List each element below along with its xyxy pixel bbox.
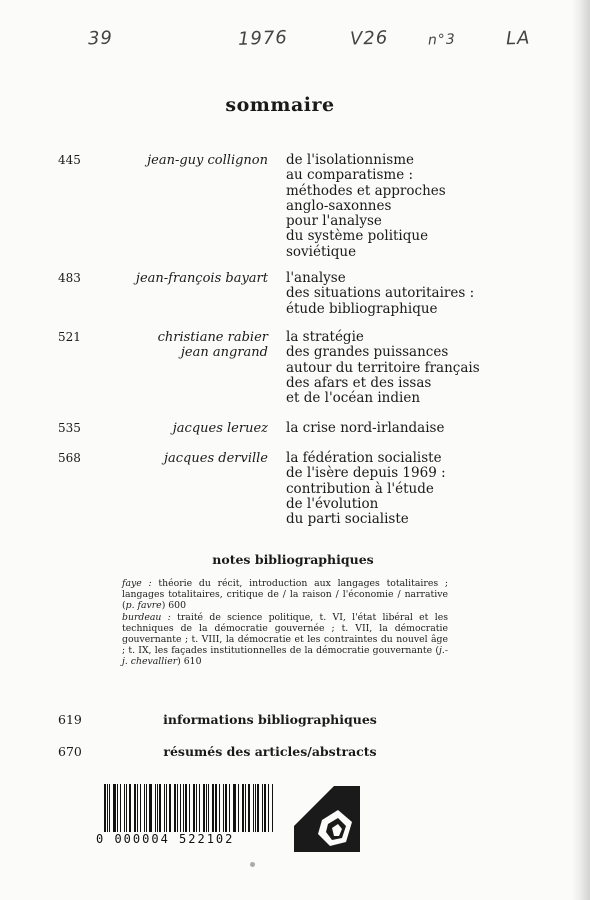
handwritten-volume: V26 xyxy=(349,27,389,50)
title-line: la crise nord-irlandaise xyxy=(286,420,445,436)
barcode-bar xyxy=(196,784,197,836)
barcode-bar xyxy=(248,784,250,836)
barcode-bar xyxy=(193,784,195,836)
note-text: théorie du récit, introduction aux langages totalitaires ; langages totalitaires, critique de / la raison / l'économie / narrative ( xyxy=(122,578,448,612)
title-line: du système politique xyxy=(286,228,429,245)
page-edge-shadow xyxy=(572,0,590,900)
barcode-bar xyxy=(129,784,131,836)
title-line: méthodes et approches xyxy=(286,182,446,199)
punch-mark xyxy=(250,862,255,867)
barcode-digits: 0 000004 522102 xyxy=(94,832,296,846)
barcode-bar xyxy=(199,784,200,836)
barcode-bar xyxy=(159,784,161,836)
title-line: la fédération socialiste xyxy=(286,450,442,466)
barcode-bar xyxy=(215,784,217,836)
barcode-bar xyxy=(137,784,138,836)
barcode-bar xyxy=(174,784,176,836)
page-number: 445 xyxy=(58,153,81,167)
title-line: pour l'analyse xyxy=(286,213,382,230)
barcode-bar xyxy=(238,784,239,836)
barcode-bar xyxy=(257,784,259,836)
article-title xyxy=(286,153,446,260)
title-line: l'analyse xyxy=(286,270,346,286)
title-line: et de l'océan indien xyxy=(286,390,421,407)
barcode-bar xyxy=(120,784,122,836)
note-text: traité de science politique, t. VI, l'état libéral et les techniques de la démocratie gouvernée ; t. VII, la démocratie gouvernante ; t. VIII, la démocratie et les contraintes du nouvel âge ; t. IX, les façades institutionnelles de la démocratie gouvernante ( xyxy=(122,611,448,657)
barcode-bar xyxy=(166,784,167,836)
barcode-bar xyxy=(155,784,156,836)
barcode-bar xyxy=(189,784,190,836)
barcode-bar xyxy=(264,784,266,836)
barcode-bar xyxy=(255,784,256,836)
author-name: jacques derville xyxy=(164,451,268,466)
title-line: contribution à l'étude xyxy=(286,480,434,497)
handwritten-issue-number: 39 xyxy=(87,27,114,50)
barcode-bar xyxy=(107,784,108,836)
barcode-bar xyxy=(272,784,273,836)
title-line: de l'évolution xyxy=(286,495,379,512)
title-line: anglo-saxonnes xyxy=(286,197,392,214)
article-title xyxy=(286,330,480,406)
barcode-bar xyxy=(185,784,187,836)
page-number: 521 xyxy=(58,330,81,344)
note-page: ) 610 xyxy=(177,656,202,668)
barcode-bar xyxy=(113,784,115,836)
barcode-bar xyxy=(117,784,118,836)
barcode-bars xyxy=(104,784,274,836)
note-page: ) 600 xyxy=(161,600,187,612)
barcode-bar xyxy=(233,784,234,836)
title-line: de l'isère depuis 1969 : xyxy=(286,465,446,482)
article-title xyxy=(286,451,446,527)
author-name: jean-françois bayart xyxy=(135,271,268,286)
barcode-bar xyxy=(208,784,209,836)
barcode-bar xyxy=(234,784,236,836)
barcode-bar xyxy=(212,784,214,836)
barcode-bar xyxy=(177,784,178,836)
title-line: des grandes puissances xyxy=(286,344,449,361)
barcode-bar xyxy=(144,784,146,836)
page-number: 483 xyxy=(58,271,81,285)
page-number: 670 xyxy=(58,744,82,759)
note-reviewer: p. favre xyxy=(125,600,162,612)
page-number: 535 xyxy=(58,421,81,435)
title-line: étude bibliographique xyxy=(286,300,438,317)
barcode-bar xyxy=(180,784,181,836)
title-line: la stratégie xyxy=(286,329,364,345)
note-entry xyxy=(122,578,448,612)
barcode-bar xyxy=(124,784,125,836)
barcode-bar xyxy=(253,784,254,836)
notes-list xyxy=(122,578,448,668)
barcode-bar xyxy=(109,784,110,836)
barcode-bar xyxy=(242,784,244,836)
article-authors xyxy=(173,421,268,436)
barcode-bar xyxy=(140,784,141,836)
title-line: au comparatisme : xyxy=(286,167,414,184)
article-authors xyxy=(158,330,268,360)
barcode-bar xyxy=(262,784,263,836)
author-name: christiane rabier xyxy=(157,330,268,345)
page-title: sommaire xyxy=(225,94,335,116)
note-author: burdeau : xyxy=(122,611,171,623)
article-title xyxy=(286,421,444,436)
barcode-bar xyxy=(149,784,151,836)
section-title: résumés des articles/abstracts xyxy=(163,744,377,759)
article-authors xyxy=(147,153,268,168)
section-title: informations bibliographiques xyxy=(163,712,377,727)
article-authors xyxy=(164,451,268,466)
author-name: jean angrand xyxy=(180,345,268,360)
page-number: 619 xyxy=(58,712,82,727)
barcode-bar xyxy=(225,784,227,836)
handwritten-year: 1976 xyxy=(237,27,289,50)
title-line: du parti socialiste xyxy=(286,511,409,528)
page-number: 568 xyxy=(58,451,81,465)
barcode-bar xyxy=(157,784,158,836)
barcode-bar xyxy=(268,784,269,836)
title-line: des afars et des issas xyxy=(286,374,432,391)
handwritten-mark: LA xyxy=(505,27,531,50)
barcode-bar xyxy=(245,784,246,836)
note-reviewer: j.-j. chevallier xyxy=(122,645,448,668)
title-line: autour du territoire français xyxy=(286,359,480,376)
barcode-bar xyxy=(229,784,230,836)
barcode-bar xyxy=(219,784,220,836)
barcode-bar xyxy=(206,784,207,836)
barcode-bar xyxy=(146,784,147,836)
title-line: de l'isolationnisme xyxy=(286,152,414,168)
barcode-bar xyxy=(126,784,127,836)
author-name: jacques leruez xyxy=(172,421,268,436)
barcode-bar xyxy=(134,784,136,836)
barcode-bar xyxy=(104,784,106,836)
article-authors xyxy=(136,271,268,286)
barcode-bar xyxy=(183,784,184,836)
handwritten-number: n°3 xyxy=(427,31,457,49)
note-author: faye : xyxy=(122,578,152,589)
publisher-logo xyxy=(294,786,360,852)
barcode-bar xyxy=(169,784,171,836)
title-line: soviétique xyxy=(286,243,357,260)
barcode-bar xyxy=(223,784,224,836)
note-entry xyxy=(122,612,448,668)
author-name: jean-guy collignon xyxy=(147,153,268,168)
notes-heading: notes bibliographiques xyxy=(212,552,374,567)
barcode-bar xyxy=(203,784,205,836)
article-title xyxy=(286,271,474,317)
barcode-bar xyxy=(164,784,165,836)
title-line: des situations autoritaires : xyxy=(286,285,475,302)
